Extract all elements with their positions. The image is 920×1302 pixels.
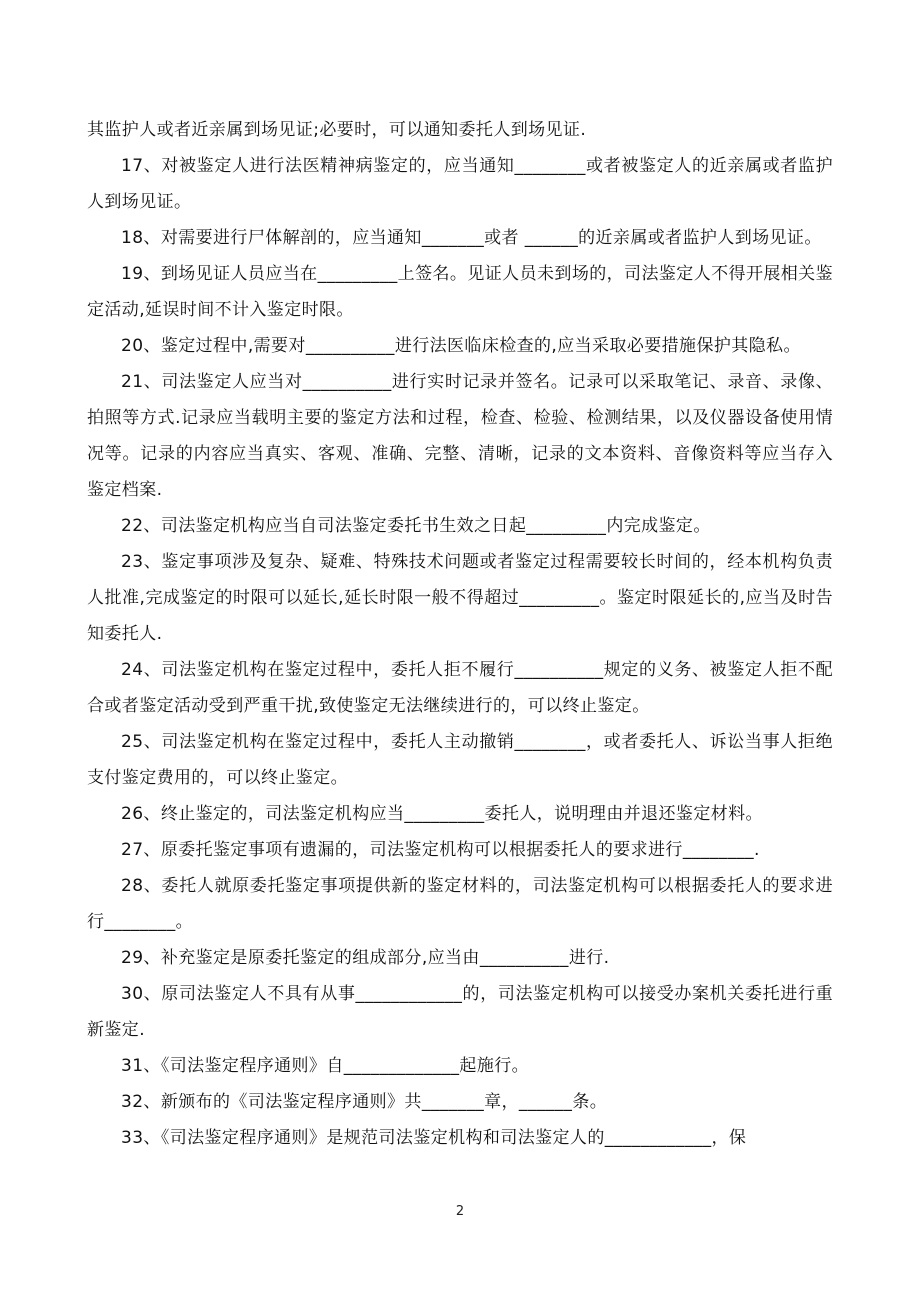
question-26: 26、终止鉴定的，司法鉴定机构应当_________委托人，说明理由并退还鉴定材料。 xyxy=(121,804,763,824)
question-27: 27、原委托鉴定事项有遗漏的，司法鉴定机构可以根据委托人的要求进行________. xyxy=(121,840,760,860)
question-17: 17、对被鉴定人进行法医精神病鉴定的，应当通知________或者被鉴定人的近亲属或者监护人到场见证。 xyxy=(87,156,833,212)
paragraph-continuation: 其监护人或者近亲属到场见证;必要时，可以通知委托人到场见证. xyxy=(87,120,587,140)
question-19: 19、到场见证人员应当在_________上签名。见证人员未到场的，司法鉴定人不得开展相关鉴定活动,延误时间不计入鉴定时限。 xyxy=(87,264,833,320)
question-24: 24、司法鉴定机构在鉴定过程中，委托人拒不履行__________规定的义务、被鉴定人拒不配合或者鉴定活动受到严重干扰,致使鉴定无法继续进行的，可以终止鉴定。 xyxy=(87,660,833,716)
question-32: 32、新颁布的《司法鉴定程序通则》共_______章，______条。 xyxy=(121,1092,608,1112)
question-22: 22、司法鉴定机构应当自司法鉴定委托书生效之日起_________内完成鉴定。 xyxy=(121,516,711,536)
question-31: 31、《司法鉴定程序通则》自_____________起施行。 xyxy=(121,1056,530,1076)
question-30: 30、原司法鉴定人不具有从事____________的，司法鉴定机构可以接受办案机关委托进行重新鉴定. xyxy=(87,984,833,1040)
question-29: 29、补充鉴定是原委托鉴定的组成部分,应当由__________进行. xyxy=(121,948,610,968)
question-28: 28、委托人就原委托鉴定事项提供新的鉴定材料的，司法鉴定机构可以根据委托人的要求进行________。 xyxy=(87,876,833,932)
question-33: 33、《司法鉴定程序通则》是规范司法鉴定机构和司法鉴定人的____________，保 xyxy=(121,1128,747,1148)
document-page xyxy=(87,112,833,1156)
question-21: 21、司法鉴定人应当对__________进行实时记录并签名。记录可以采取笔记、录音、录像、拍照等方式.记录应当载明主要的鉴定方法和过程，检查、检验、检测结果，以及仪器设备使用情况等。记录的内容应当真实、客观、准确、完整、清晰，记录的文本资料、音像资料等应当存入鉴定档案. xyxy=(87,372,833,500)
question-18: 18、对需要进行尸体解剖的，应当通知_______或者 ______的近亲属或者监护人到场见证。 xyxy=(121,228,822,248)
question-20: 20、鉴定过程中,需要对__________进行法医临床检查的,应当采取必要措施保护其隐私。 xyxy=(121,336,801,356)
question-25: 25、司法鉴定机构在鉴定过程中，委托人主动撤销________，或者委托人、诉讼当事人拒绝支付鉴定费用的，可以终止鉴定。 xyxy=(87,732,833,788)
page-number: 2 xyxy=(455,1204,465,1219)
question-23: 23、鉴定事项涉及复杂、疑难、特殊技术问题或者鉴定过程需要较长时间的，经本机构负责人批准,完成鉴定的时限可以延长,延长时限一般不得超过_________。鉴定时限延长的,应当及时告知委托人. xyxy=(87,552,833,644)
